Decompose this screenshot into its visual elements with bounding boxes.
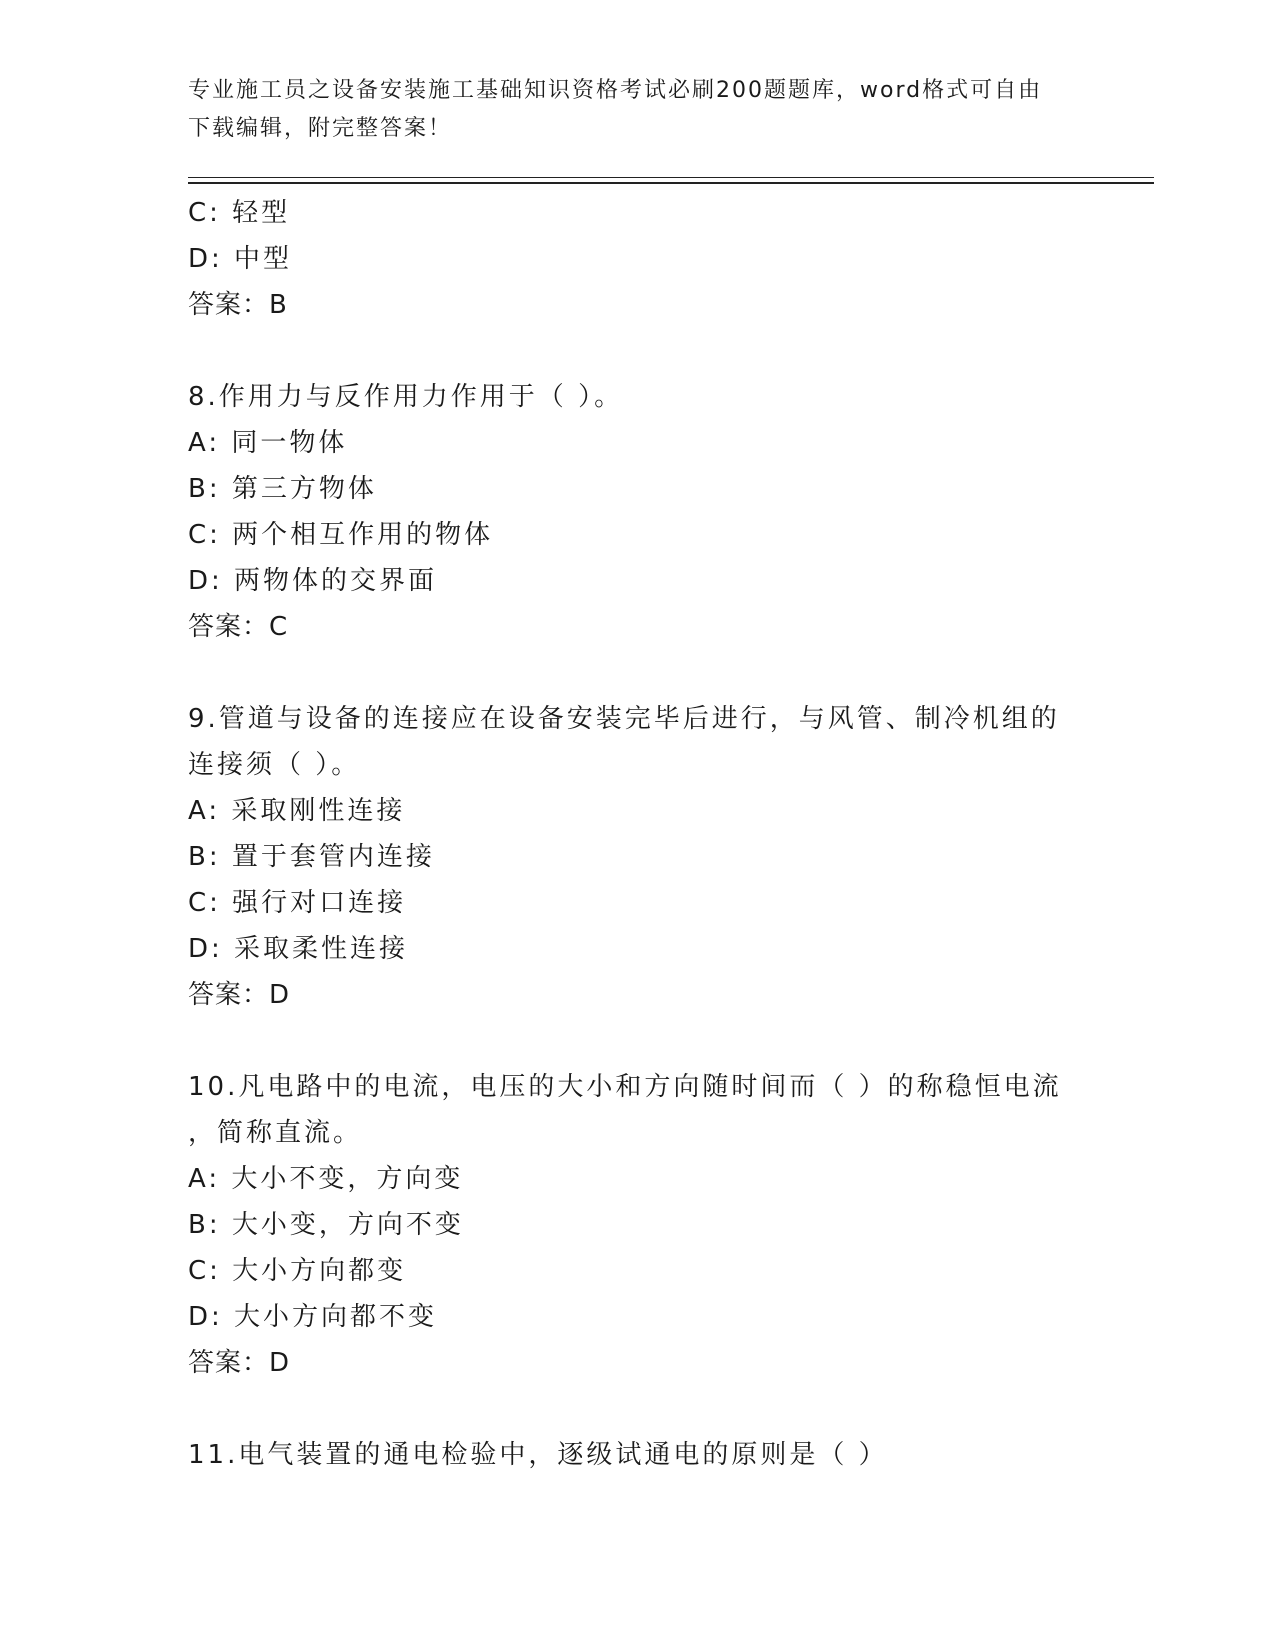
option-b: B: 第三方物体 bbox=[188, 474, 377, 504]
question-list bbox=[188, 190, 1088, 1478]
header-line-1: 专业施工员之设备安装施工基础知识资格考试必刷200题题库，word格式可自由 bbox=[188, 78, 1043, 103]
option-c: C: 两个相互作用的物体 bbox=[188, 520, 494, 550]
question-text-line-1: 10.凡电路中的电流，电压的大小和方向随时间而（ ）的称稳恒电流 bbox=[188, 1072, 1062, 1102]
answer-line: 答案：C bbox=[188, 612, 289, 642]
option-d: D: 两物体的交界面 bbox=[188, 566, 438, 596]
spacer bbox=[188, 1018, 1088, 1064]
option-a: A: 同一物体 bbox=[188, 428, 348, 458]
option-d: D: 中型 bbox=[188, 244, 293, 274]
question-text: 11.电气装置的通电检验中，逐级试通电的原则是（ ） bbox=[188, 1440, 888, 1470]
option-d: D: 采取柔性连接 bbox=[188, 934, 409, 964]
question-text-line-1: 9.管道与设备的连接应在设备安装完毕后进行，与风管、制冷机组的 bbox=[188, 704, 1060, 734]
option-c: C: 强行对口连接 bbox=[188, 888, 407, 918]
option-c: C: 轻型 bbox=[188, 198, 291, 228]
option-c: C: 大小方向都变 bbox=[188, 1256, 407, 1286]
question-text-line-2: ，简称直流。 bbox=[188, 1118, 363, 1148]
answer-line: 答案：D bbox=[188, 1348, 291, 1378]
answer-line: 答案：B bbox=[188, 290, 288, 320]
question-text-line-2: 连接须（ ）。 bbox=[188, 750, 361, 780]
spacer bbox=[188, 650, 1088, 696]
header-divider-thick bbox=[188, 182, 1154, 184]
option-d: D: 大小方向都不变 bbox=[188, 1302, 438, 1332]
option-b: B: 大小变，方向不变 bbox=[188, 1210, 464, 1240]
header-line-2: 下载编辑，附完整答案！ bbox=[188, 116, 453, 141]
option-b: B: 置于套管内连接 bbox=[188, 842, 435, 872]
document-header bbox=[188, 72, 1088, 148]
spacer bbox=[188, 328, 1088, 374]
question-text: 8.作用力与反作用力作用于（ ）。 bbox=[188, 382, 624, 412]
header-divider-thin bbox=[188, 177, 1154, 178]
answer-line: 答案：D bbox=[188, 980, 291, 1010]
option-a: A: 大小不变，方向变 bbox=[188, 1164, 464, 1194]
option-a: A: 采取刚性连接 bbox=[188, 796, 406, 826]
spacer bbox=[188, 1386, 1088, 1432]
